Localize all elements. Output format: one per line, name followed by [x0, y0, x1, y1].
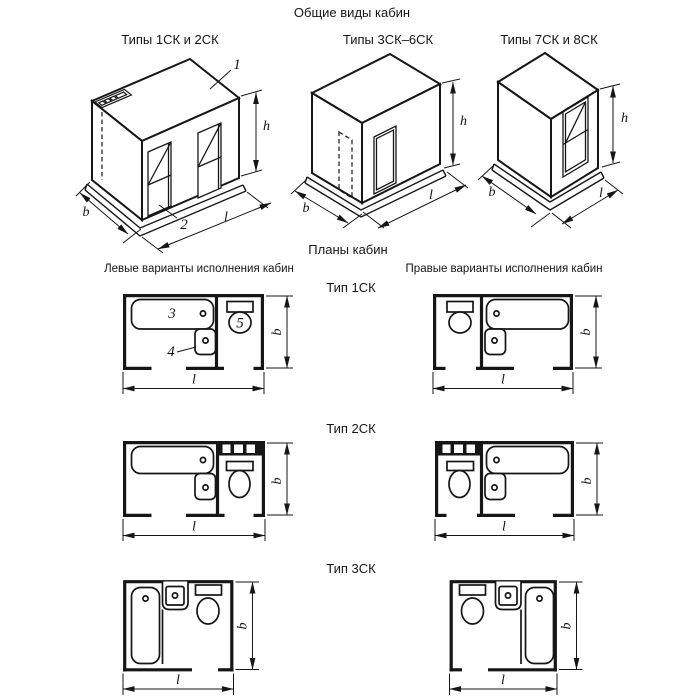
iso-view-7sk-8sk: [470, 48, 648, 238]
dim-l-label: l: [501, 372, 505, 388]
dimension-b: [575, 296, 602, 368]
plan-1sk-right: [425, 288, 610, 398]
callout-4-sink: 4: [167, 344, 175, 360]
left-variants-header: Левые варианты исполнения кабин: [104, 263, 294, 275]
dimension-b: [267, 443, 293, 515]
toilet-tank: [227, 302, 253, 313]
bathtub-drain: [494, 311, 499, 316]
sink-drain: [505, 593, 510, 598]
callout-1-roof: [210, 57, 241, 89]
bathtub-drain: [200, 311, 205, 316]
iso-view-3sk-6sk: [288, 48, 470, 235]
callout-3-bathtub: 3: [168, 306, 176, 322]
plan-type-label-3sk: Тип 3СК: [326, 561, 376, 576]
plan-2sk-right: [425, 432, 610, 545]
dim-l-label: l: [502, 519, 506, 535]
dim-l-label: l: [192, 519, 196, 535]
dimension-b: [559, 582, 583, 670]
dimension-b: [576, 443, 603, 515]
iso-title-3sk-6sk: Типы 3СК–6СК: [342, 32, 434, 47]
right-variants-header: Правые варианты исполнения кабин: [405, 263, 603, 275]
toilet-tank: [447, 302, 473, 313]
toilet-tank: [447, 462, 474, 471]
sheet-title: Общие виды кабин: [293, 5, 411, 20]
plans-title: Планы кабин: [308, 242, 388, 257]
iso-view-1sk-2sk: [60, 48, 297, 250]
toilet-tank: [196, 585, 222, 595]
dim-b-label: b: [270, 328, 285, 336]
dim-b-label: b: [580, 477, 595, 485]
callout-2-label: 2: [180, 217, 188, 233]
sink-drain: [492, 338, 497, 343]
dimension-l: [433, 372, 573, 394]
bathtub-drain: [200, 457, 205, 462]
dim-l-label: l: [429, 188, 433, 203]
bathtub-drain: [537, 596, 542, 601]
door-opening-front: [374, 126, 396, 194]
toilet-bowl: [462, 598, 484, 624]
plan-type-label-2sk: Тип 2СК: [326, 421, 376, 436]
sink-drain: [492, 485, 497, 490]
vent-block: [216, 441, 265, 456]
plan-1sk-left: [115, 288, 298, 398]
door-opening-right: [198, 123, 221, 198]
callout-4-leader: [177, 347, 196, 352]
dim-h-label: h: [263, 119, 270, 134]
door-opening: [563, 97, 588, 177]
dimension-l: [123, 519, 265, 541]
callout-1-label: 1: [233, 57, 241, 73]
toilet-bowl: [449, 471, 470, 498]
dimension-h: [600, 84, 628, 167]
dimension-b: [266, 296, 293, 368]
iso-title-7sk-8sk: Типы 7СК и 8СК: [500, 32, 598, 47]
plan-type-label-1sk: Тип 1СК: [326, 280, 376, 295]
toilet-tank: [227, 462, 254, 471]
dim-b-label: b: [559, 622, 575, 630]
sink-drain: [203, 485, 208, 490]
dim-b-label: b: [488, 185, 496, 200]
dim-b-label: b: [235, 622, 251, 630]
toilet-bowl: [449, 312, 471, 333]
dimension-h: [442, 79, 467, 168]
dim-b-label: b: [270, 477, 285, 485]
dim-l-label: l: [599, 186, 603, 201]
plan-2sk-left: [115, 432, 298, 545]
dim-l-label: l: [192, 372, 196, 388]
callout-5-toilet: 5: [236, 315, 244, 332]
dimension-h: [241, 90, 270, 176]
plan-3sk-left: [115, 574, 272, 700]
bathtub-drain: [143, 596, 148, 601]
dim-h-label: h: [621, 111, 628, 126]
toilet-tank: [460, 585, 486, 595]
plan-3sk-right: [435, 574, 600, 700]
dimension-l: [123, 673, 234, 695]
dim-b-label: b: [302, 201, 310, 216]
toilet-bowl: [229, 471, 250, 498]
dim-b-label: b: [579, 328, 594, 336]
dimension-b: [236, 582, 260, 670]
dimension-l: [123, 372, 264, 394]
dimension-l: [450, 673, 558, 695]
sink-drain: [203, 338, 208, 343]
dim-l-label: l: [501, 673, 505, 688]
sink-drain: [172, 593, 177, 598]
iso-title-1sk-2sk: Типы 1СК и 2СК: [121, 32, 219, 47]
dim-l-label: l: [224, 210, 228, 225]
dimension-l: [435, 519, 574, 541]
dim-h-label: h: [460, 114, 467, 129]
toilet-bowl: [197, 598, 219, 624]
dim-l-label: l: [176, 673, 180, 688]
bathtub-drain: [494, 457, 499, 462]
dim-b-label: b: [82, 205, 90, 220]
vent-block: [435, 441, 483, 456]
